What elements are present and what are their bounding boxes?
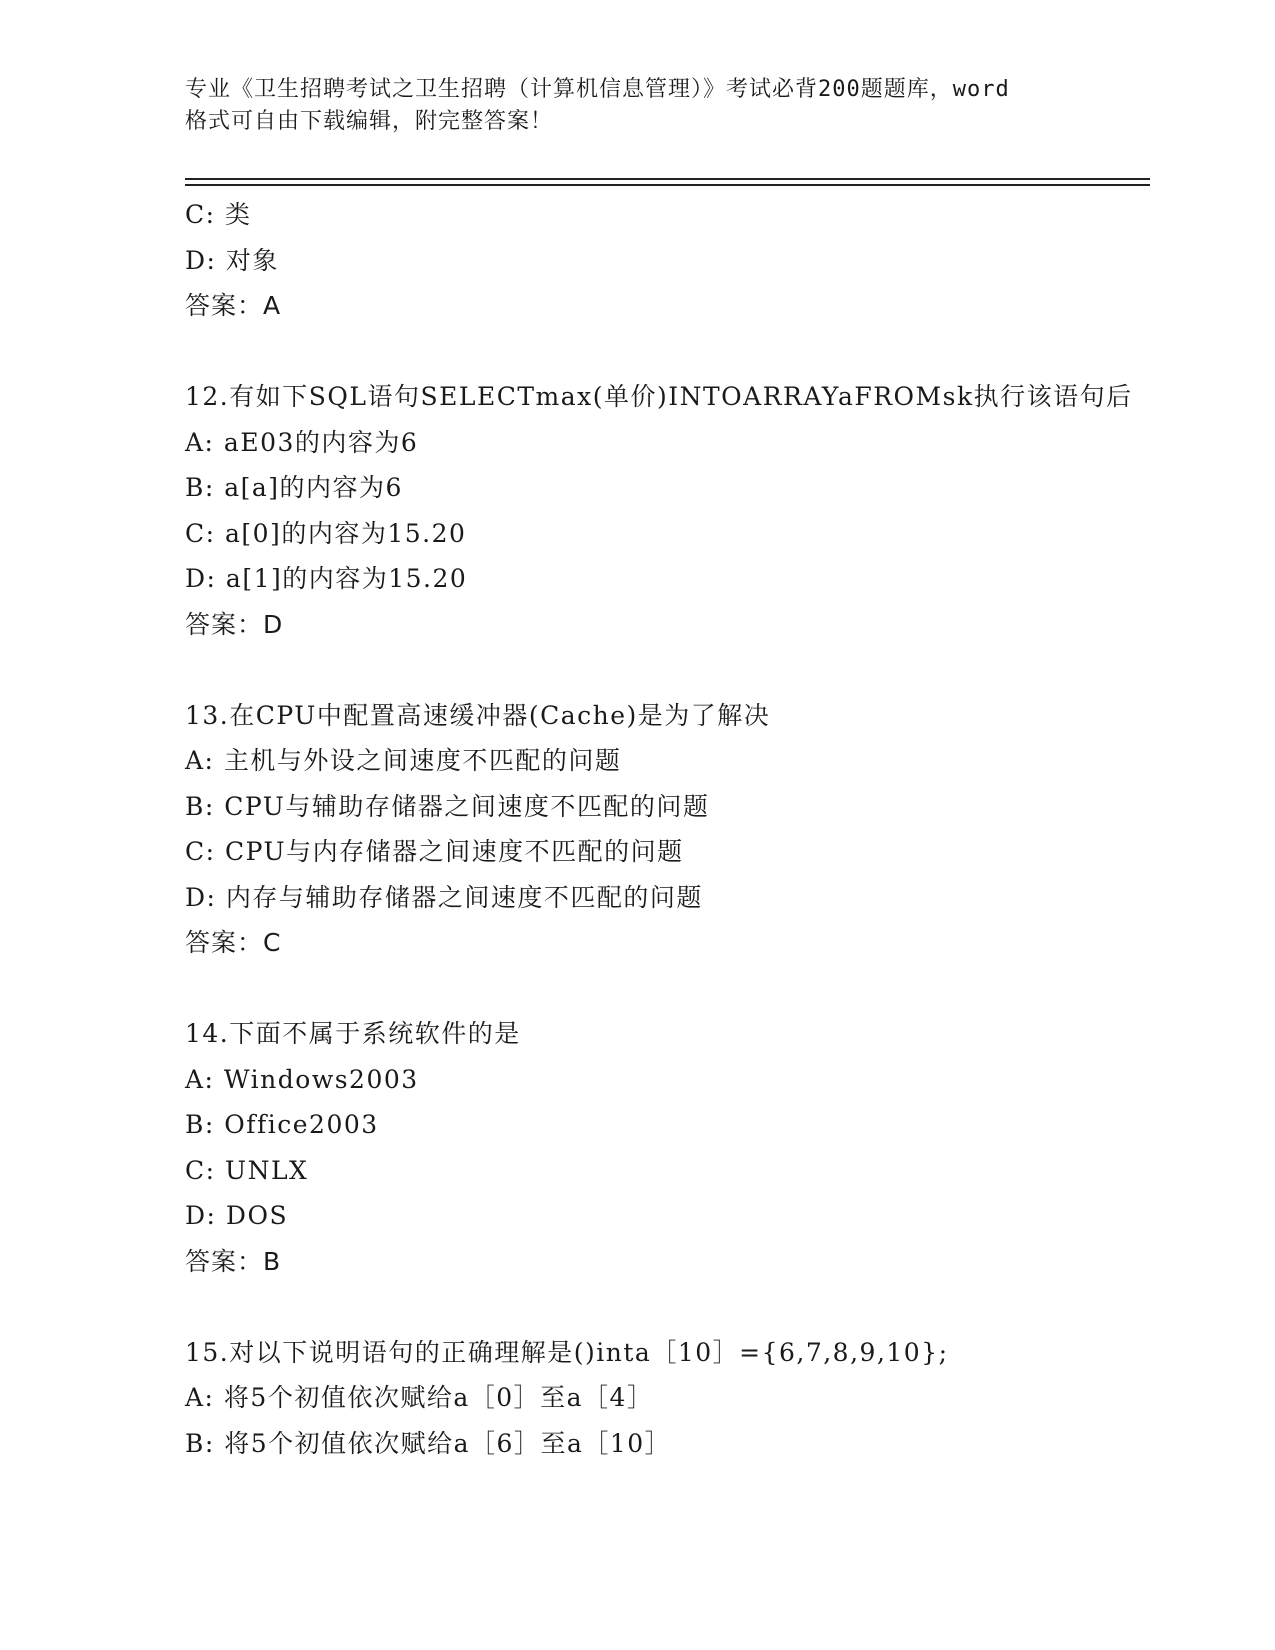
header-title-line-1: 专业《卫生招聘考试之卫生招聘（计算机信息管理）》考试必背200题题库，word — [185, 77, 1010, 102]
question-stem: 13.在CPU中配置高速缓冲器(Cache)是为了解决 — [185, 700, 771, 730]
option-d: D: a[1]的内容为15.20 — [185, 564, 468, 593]
question-14 — [185, 1011, 1150, 1284]
option-d: D: 对象 — [185, 245, 279, 275]
answer-line: 答案：A — [185, 291, 282, 320]
answer-line: 答案：D — [185, 609, 284, 639]
option-c: C: 类 — [185, 200, 252, 229]
option-b: B: CPU与辅助存储器之间速度不匹配的问题 — [185, 791, 710, 821]
spacer — [185, 966, 1150, 1012]
question-list — [185, 192, 1150, 1466]
question-13 — [185, 693, 1150, 966]
header-rule-top — [185, 178, 1150, 180]
option-b: B: Office2003 — [185, 1110, 379, 1139]
spacer — [185, 329, 1150, 375]
option-b: B: 将5个初值依次赋给a［6］至a［10］ — [185, 1428, 672, 1458]
option-d: D: DOS — [185, 1201, 289, 1230]
option-a: A: 主机与外设之间速度不匹配的问题 — [185, 746, 622, 775]
option-a: A: Windows2003 — [185, 1064, 419, 1094]
spacer — [185, 1284, 1150, 1330]
answer-line: 答案：C — [185, 928, 282, 957]
option-d: D: 内存与辅助存储器之间速度不匹配的问题 — [185, 882, 703, 912]
header-rule-bottom — [185, 184, 1150, 186]
option-b: B: a[a]的内容为6 — [185, 473, 403, 502]
question-12 — [185, 374, 1150, 647]
header-title-line-2: 格式可自由下载编辑，附完整答案！ — [185, 109, 554, 134]
question-stem: 15.对以下说明语句的正确理解是()inta［10］={6,7,8,9,10}; — [185, 1337, 949, 1367]
option-c: C: CPU与内存储器之间速度不匹配的问题 — [185, 837, 684, 866]
option-c: C: UNLX — [185, 1155, 309, 1185]
spacer — [185, 647, 1150, 693]
question-15 — [185, 1330, 1150, 1467]
answer-line: 答案：B — [185, 1246, 282, 1276]
question-stem: 14.下面不属于系统软件的是 — [185, 1019, 521, 1048]
option-a: A: 将5个初值依次赋给a［0］至a［4］ — [185, 1383, 654, 1412]
option-c: C: a[0]的内容为15.20 — [185, 518, 467, 548]
option-a: A: aE03的内容为6 — [185, 427, 419, 457]
question-11 — [185, 192, 1150, 329]
document-header — [185, 74, 1075, 138]
question-stem: 12.有如下SQL语句SELECTmax(单价)INTOARRAYaFROMsk执行该语句后 — [185, 382, 1133, 411]
